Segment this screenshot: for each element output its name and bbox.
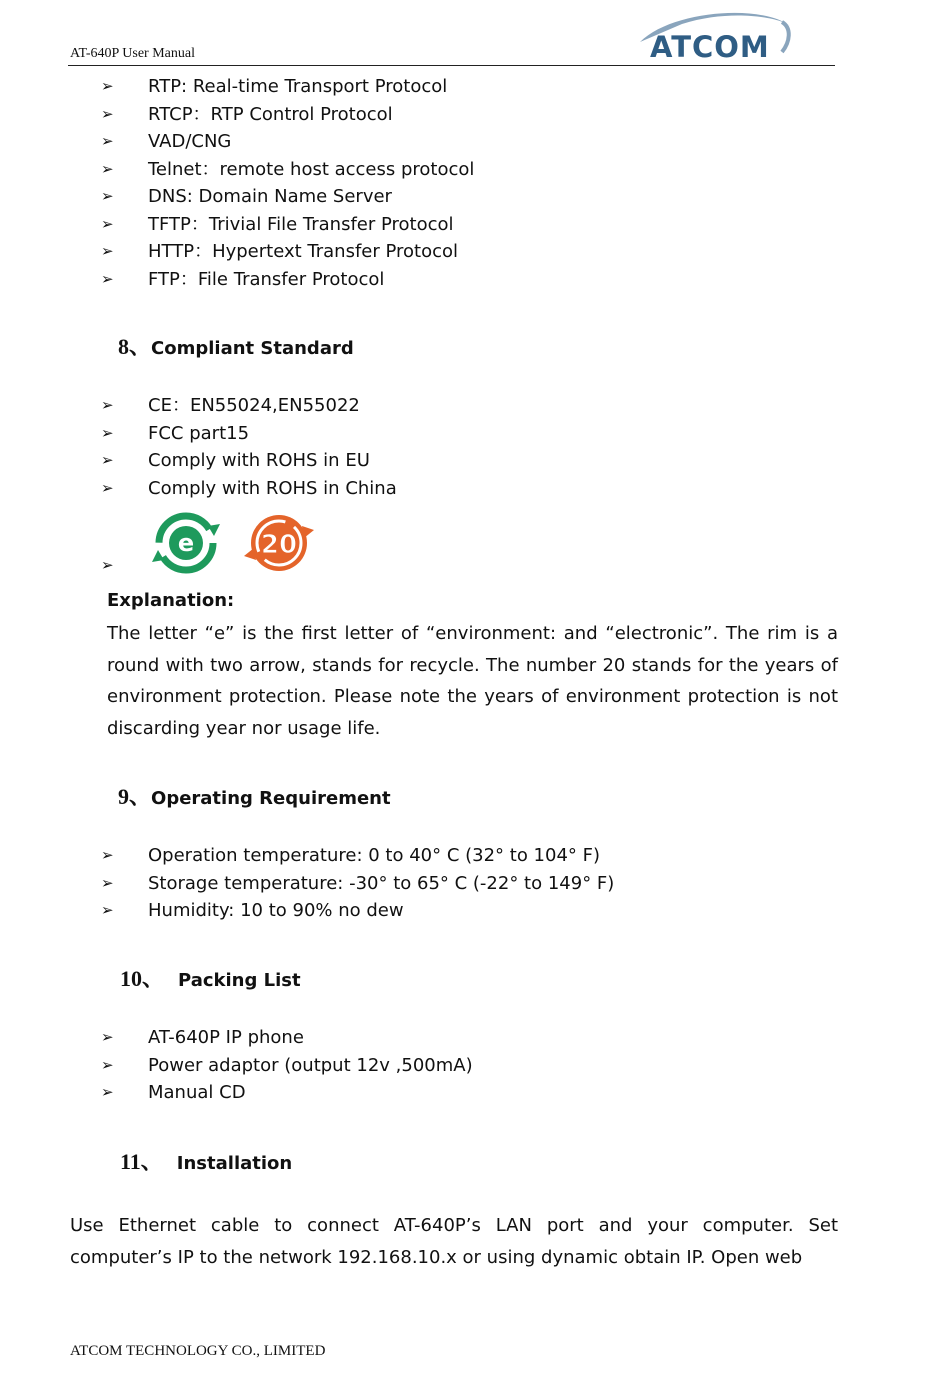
rohs-20-icon: [242, 512, 316, 574]
explanation-text: The letter “e” is the first letter of “environment: and “electronic”. The rim is a round with two arrow, stands for recycle. The number 20 stands for the years of environment protection. Please note the years of environment protection is not discarding year nor usage life.: [107, 623, 838, 740]
eco-e-icon: [148, 512, 224, 574]
logo-text: ATCOM: [650, 30, 770, 64]
footer-text: ATCOM TECHNOLOGY CO., LIMITED: [70, 1343, 326, 1359]
header-title: AT-640P User Manual: [70, 46, 195, 61]
svg-text:20: 20: [260, 530, 298, 560]
header-rule: [68, 65, 835, 66]
explanation-title: Explanation:: [107, 590, 235, 611]
section-heading-10: 10、 Packing List: [120, 966, 301, 991]
section-heading-9: 9、Operating Requirement: [118, 784, 391, 809]
installation-text: Use Ethernet cable to connect AT-640P’s LAN port and your computer. Set computer’s IP to the network 192.168.10.x or using dynamic obtain IP. Open web: [70, 1215, 838, 1268]
section-heading-8: 8、Compliant Standard: [118, 334, 354, 359]
section-heading-11: 11、 Installation: [120, 1149, 293, 1174]
logo-bullet: ➢: [101, 556, 114, 574]
atcom-logo: [632, 8, 797, 66]
svg-text:e: e: [177, 529, 195, 557]
